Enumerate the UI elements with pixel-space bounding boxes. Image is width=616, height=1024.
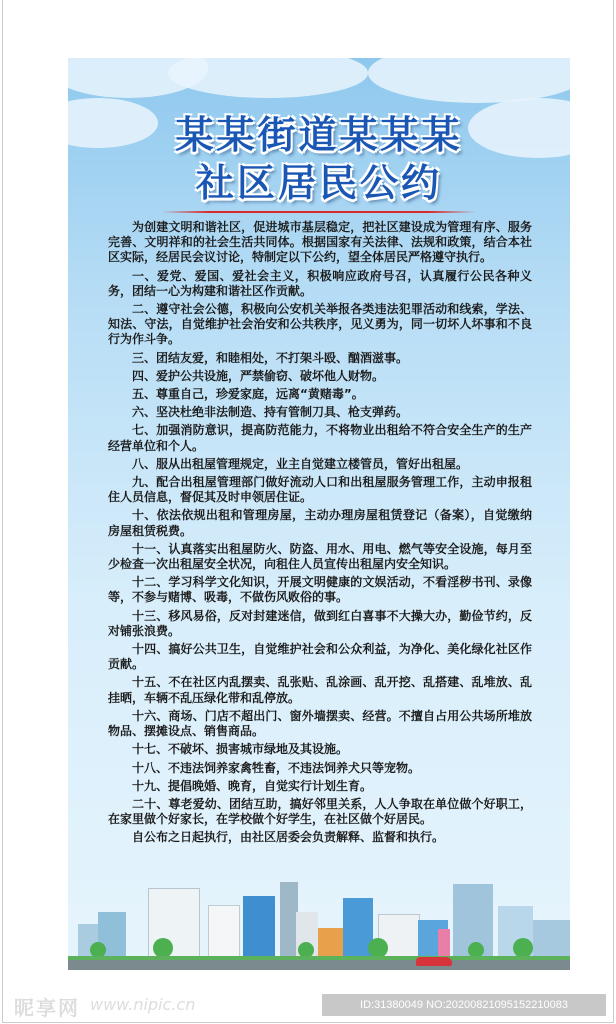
article: 一、爱党、爱国、爱社会主义，积极响应政府号召，认真履行公民各种义务，团结一心为构建和谐社区作贡献。 [108,268,532,298]
article: 九、配合出租屋管理部门做好流动人口和出租屋服务管理工作，主动申报租住人员信息，督促其及时申领居住证。 [108,475,532,505]
article: 五、尊重自己，珍爱家庭，远离“黄赌毒”。 [132,387,364,402]
article: 四、爱护公共设施，严禁偷窃、破坏他人财物。 [132,368,385,383]
article: 八、服从出租屋管理规定，业主自觉建立楼管员，管好出租屋。 [132,456,469,471]
article: 七、加强消防意识，提高防范能力，不将物业出租给不符合安全生产的生产经营单位和个人。 [108,423,532,453]
city-skyline-illustration [68,880,570,970]
paragraph-closing: 自公布之日起执行，由社区居委会负责解释、监督和执行。 [132,830,445,845]
watermark-url: www.nipic.cn [90,995,196,1014]
watermark-logo: 昵享网 [14,996,80,1020]
article: 十九、提倡晚婚、晚育，自觉实行计划生育。 [132,778,373,793]
article: 二十、尊老爱幼、团结互助，搞好邻里关系，人人争取在单位做个好职工，在家里做个好家长，在学校做个好学生，在社区做个好居民。 [108,796,532,827]
article: 三、团结友爱，和睦相处，不打架斗殴、酗酒滋事。 [132,350,409,365]
article: 十二、学习科学文化知识，开展文明健康的文娱活动，不看淫秽书刊、录像等，不参与赌博、吸毒，不做伤风败俗的事。 [108,575,532,605]
title-divider [162,211,476,213]
poster-title-line2: 社区居民公约 [195,161,442,205]
article: 十五、不在社区内乱摆卖、乱张贴、乱涂画、乱开挖、乱搭建、乱堆放、乱挂晒，车辆不乱压绿化带和乱停放。 [108,675,532,705]
article: 十七、不破坏、损害城市绿地及其设施。 [132,742,349,757]
convention-text [108,220,532,849]
poster [68,58,570,970]
article: 十、依法依规出租和管理房屋，主动办理房屋租赁登记（备案），自觉缴纳房屋租赁税费。 [108,508,532,538]
poster-title-line1: 某某街道某某某 [175,113,463,157]
article: 十四、搞好公共卫生，自觉维护社会和公众利益，为净化、美化绿化社区作贡献。 [108,642,532,672]
article: 十一、认真落实出租屋防火、防盗、用水、用电、燃气等安全设施，每月至少检查一次出租屋安全状况，向租住人员宣传出租屋内安全知识。 [108,541,532,572]
car-illustration [416,957,452,966]
article: 十六、商场、门店不超出门、窗外墙摆卖、经营。不擅自占用公共场所堆放物品、摆摊设点、销售商品。 [108,708,532,739]
paragraph-intro: 为创建文明和谐社区，促进城市基层稳定，把社区建设成为管理有序、服务完善、文明祥和的社会生活共同体。根据国家有关法律、法规和政策，结合本社区实际，经居民会议讨论，特制定以下公约，望全体居民严格遵守执行。 [108,220,532,265]
article: 六、坚决杜绝非法制造、持有管制刀具、枪支弹药。 [132,405,409,420]
article: 十八、不违法饲养家禽牲畜，不违法饲养犬只等宠物。 [132,760,421,775]
watermark-id: ID:31380049 NO:20200821095152210083 [322,994,606,1016]
article: 二、遵守社会公德，积极向公安机关举报各类违法犯罪活动和线索，学法、知法、守法，自觉维护社会治安和公共秩序，见义勇为，同一切坏人坏事和不良行为作斗争。 [108,302,532,347]
article: 十三、移风易俗，反对封建迷信，做到红白喜事不大操大办，勤俭节约，反对铺张浪费。 [108,608,532,638]
